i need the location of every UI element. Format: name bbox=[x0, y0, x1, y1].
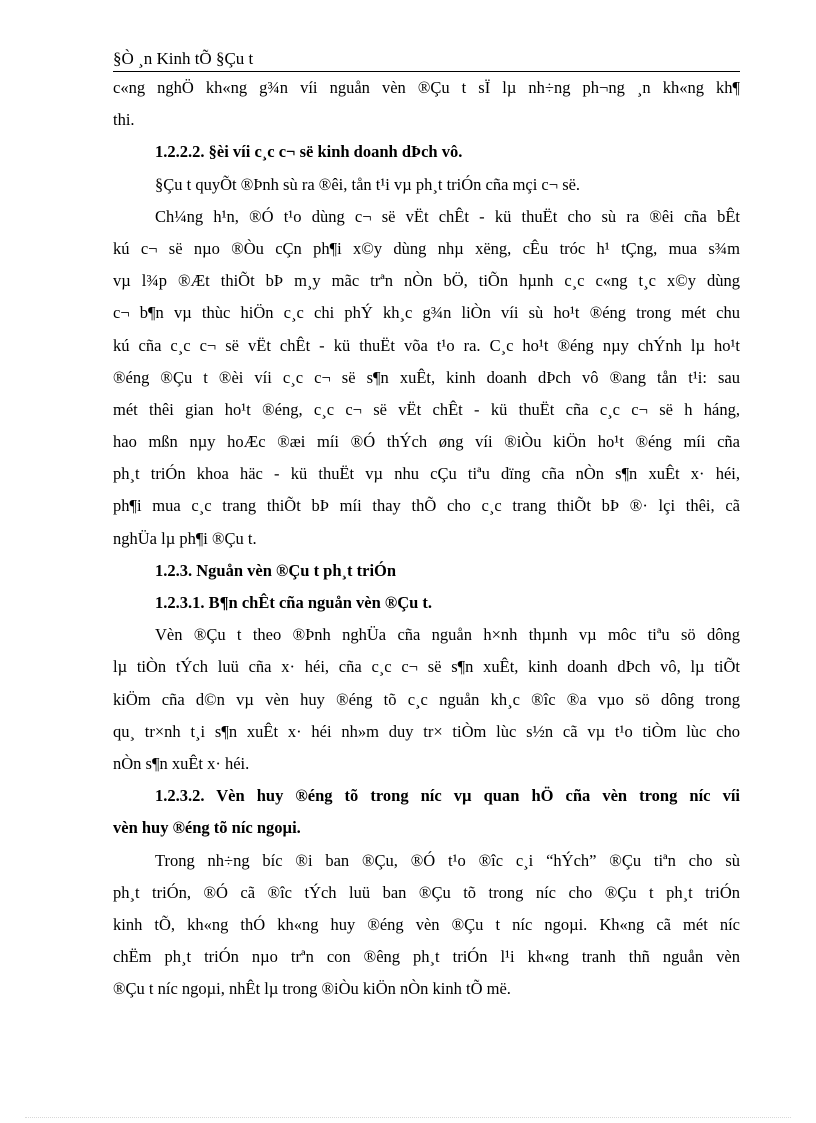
paragraph-line: Ch¼ng h¹n, ®Ó t¹o dùng c¬ së vËt chÊt - kü thuËt cho sù ra ®êi cña bÊt bbox=[155, 206, 740, 226]
paragraph-line: Trong nh÷ng bíc ®i ban ®Çu, ®Ó t¹o ®îc c¸i “hÝch” ®Çu tiªn cho sù bbox=[155, 850, 740, 870]
paragraph-line: kinh tÕ, kh«ng thÓ kh«ng huy ®éng vèn ®Çu t níc ngoµi. Kh«ng cã mét níc bbox=[113, 914, 740, 934]
paragraph-line: nghÜa lµ ph¶i ®Çu t. bbox=[113, 528, 257, 548]
paragraph-line: qu¸ tr×nh t¸i s¶n xuÊt x· héi nh»m duy tr× tiÒm lùc s½n cã vµ t¹o tiÒm lùc cho bbox=[113, 721, 740, 741]
paragraph-line: ph¶i mua c¸c trang thiÕt bÞ míi thay thÕ cho c¸c trang thiÕt bÞ ®· lçi thêi, cã bbox=[113, 496, 740, 516]
paragraph-line: c¬ b¶n vµ thùc hiÖn c¸c chi phÝ kh¸c g¾n liÒn víi sù ho¹t ®éng trong mét chu bbox=[113, 303, 740, 323]
page-header bbox=[113, 48, 740, 72]
paragraph-line: ®éng ®Çu t ®èi víi c¸c c¬ së s¶n xuÊt, kinh doanh dÞch vô ®ang tån t¹i: sau bbox=[113, 367, 740, 387]
paragraph-line: kú c¬ së nµo ®Òu cÇn ph¶i x©y dùng nhµ xëng, cÊu tróc h¹ tÇng, mua s¾m bbox=[113, 238, 740, 258]
paragraph-line: vµ l¾p ®Æt thiÕt bÞ m¸y mãc trªn nÒn bÖ, tiÕn hµnh c¸c c«ng t¸c x©y dùng bbox=[113, 271, 740, 291]
paragraph-line: nÒn s¶n xuÊt x· héi. bbox=[113, 753, 250, 773]
paragraph-line: §Çu t quyÕt ®Þnh sù ra ®êi, tån t¹i vµ ph¸t triÓn cña mçi c¬ së. bbox=[155, 174, 581, 194]
page-bottom-divider bbox=[25, 1117, 791, 1118]
paragraph-line: kú cña c¸c c¬ së vËt chÊt - kü thuËt võa t¹o ra. C¸c ho¹t ®éng nµy chÝnh lµ ho¹t bbox=[113, 335, 740, 355]
paragraph-line: ph¸t triÓn, ®Ó cã ®îc tÝch luü ban ®Çu tõ trong níc cho ®Çu t ph¸t triÓn bbox=[113, 882, 740, 902]
header-title: §Ò ¸n Kinh tÕ §Çu t bbox=[113, 49, 254, 68]
section-heading-line: 1.2.3.2. Vèn huy ®éng tõ trong níc vµ quan hÖ cña vèn trong níc víi bbox=[155, 786, 740, 806]
paragraph-line: lµ tiÒn tÝch luü cña x· héi, cña c¸c c¬ së s¶n xuÊt, kinh doanh dÞch vô, lµ tiÕt bbox=[113, 657, 740, 677]
paragraph-line: thi. bbox=[113, 110, 135, 130]
section-heading-line: vèn huy ®éng tõ níc ngoµi. bbox=[113, 818, 301, 838]
paragraph-line: ®Çu t níc ngoµi, nhÊt lµ trong ®iÒu kiÖn nÒn kinh tÕ më. bbox=[113, 979, 511, 999]
paragraph-line: ph¸t triÓn khoa häc - kü thuËt vµ nhu cÇu tiªu dïng cña nÒn s¶n xuÊt x· héi, bbox=[113, 464, 740, 484]
paragraph-line: Vèn ®Çu t theo ®Þnh nghÜa cña nguån h×nh thµnh vµ môc tiªu sö dông bbox=[155, 625, 740, 645]
section-heading-line: 1.2.3. Nguån vèn ®Çu t ph¸t triÓn bbox=[155, 560, 397, 580]
paragraph-line: kiÖm cña d©n vµ vèn huy ®éng tõ c¸c nguån kh¸c ®îc ®a vµo sö dông trong bbox=[113, 689, 740, 709]
section-heading-line: 1.2.3.1. B¶n chÊt cña nguån vèn ®Çu t. bbox=[155, 593, 433, 612]
document-body bbox=[113, 72, 740, 1005]
paragraph-line: c«ng nghÖ kh«ng g¾n víi nguån vèn ®Çu t sÏ lµ nh÷ng ph¬ng ¸n kh«ng kh¶ bbox=[113, 78, 740, 97]
section-heading-line: 1.2.2.2. §èi víi c¸c c¬ së kinh doanh dÞch vô. bbox=[155, 142, 463, 162]
paragraph-line: hao mßn nµy hoÆc ®æi míi ®Ó thÝch øng víi ®iÒu kiÖn ho¹t ®éng míi cña bbox=[113, 432, 740, 452]
paragraph-line: mét thêi gian ho¹t ®éng, c¸c c¬ së vËt chÊt - kü thuËt cña c¸c c¬ së h háng, bbox=[113, 399, 740, 419]
paragraph-line: chËm ph¸t triÓn nµo trªn con ®êng ph¸t triÓn l¹i kh«ng tranh thñ nguån vèn bbox=[113, 947, 740, 967]
